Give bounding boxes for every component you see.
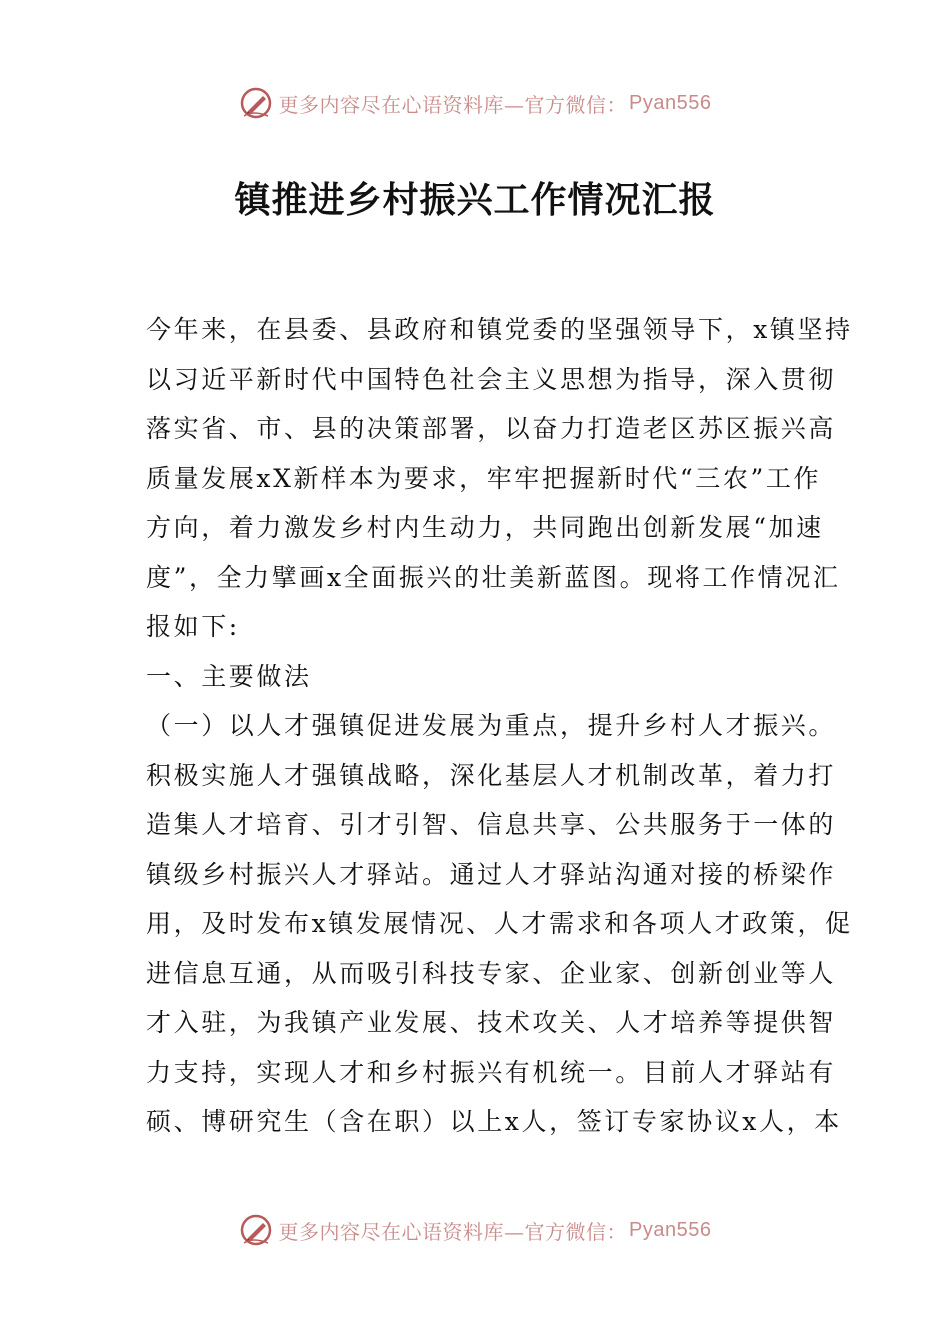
body-line: 今年来，在县委、县政府和镇党委的坚强领导下，x镇坚持 <box>146 315 853 344</box>
body-line: 硕、博研究生（含在职）以上x人，签订专家协议x人，本 <box>146 1107 842 1136</box>
pen-logo-icon <box>239 1213 273 1247</box>
watermark-banner-top <box>0 83 950 123</box>
section-heading: 一、主要做法 <box>146 661 312 691</box>
body-line: 落实省、市、县的决策部署，以奋力打造老区苏区振兴高 <box>146 414 837 443</box>
watermark-wechat-id: Pyan556 <box>629 1218 712 1241</box>
body-line: 积极实施人才强镇战略，深化基层人才机制改革，着力打 <box>146 760 837 790</box>
body-line: 以习近平新时代中国特色社会主义思想为指导，深入贯彻 <box>146 364 837 394</box>
body-line: 度”，全力擘画x全面振兴的壮美新蓝图。现将工作情况汇 <box>146 562 841 592</box>
body-line: 用，及时发布x镇发展情况、人才需求和各项人才政策，促 <box>146 909 853 938</box>
body-line: 进信息互通，从而吸引科技专家、企业家、创新创业等人 <box>146 958 837 988</box>
watermark-banner-bottom <box>0 1210 950 1250</box>
watermark-text: 更多内容尽在心语资料库—官方微信： <box>278 92 628 117</box>
body-line: 力支持，实现人才和乡村振兴有机统一。目前人才驿站有 <box>146 1057 837 1087</box>
body-line: 造集人才培育、引才引智、信息共享、公共服务于一体的 <box>146 810 837 839</box>
document-body <box>146 305 853 1147</box>
body-line: 镇级乡村振兴人才驿站。通过人才驿站沟通对接的桥梁作 <box>146 859 837 889</box>
body-line: 方向，着力激发乡村内生动力，共同跑出创新发展“加速 <box>146 513 824 542</box>
subsection-heading: （一）以人才强镇促进发展为重点，提升乡村人才振兴。 <box>146 711 837 740</box>
pen-logo-icon <box>239 86 273 120</box>
document-title: 镇推进乡村振兴工作情况汇报 <box>234 179 716 221</box>
watermark-wechat-id: Pyan556 <box>629 91 712 114</box>
watermark-text: 更多内容尽在心语资料库—官方微信： <box>278 1219 628 1244</box>
body-line: 才入驻，为我镇产业发展、技术攻关、人才培养等提供智 <box>146 1008 837 1037</box>
body-line: 报如下: <box>146 612 240 641</box>
body-line: 质量发展xX新样本为要求，牢牢把握新时代“三农”工作 <box>146 463 822 493</box>
